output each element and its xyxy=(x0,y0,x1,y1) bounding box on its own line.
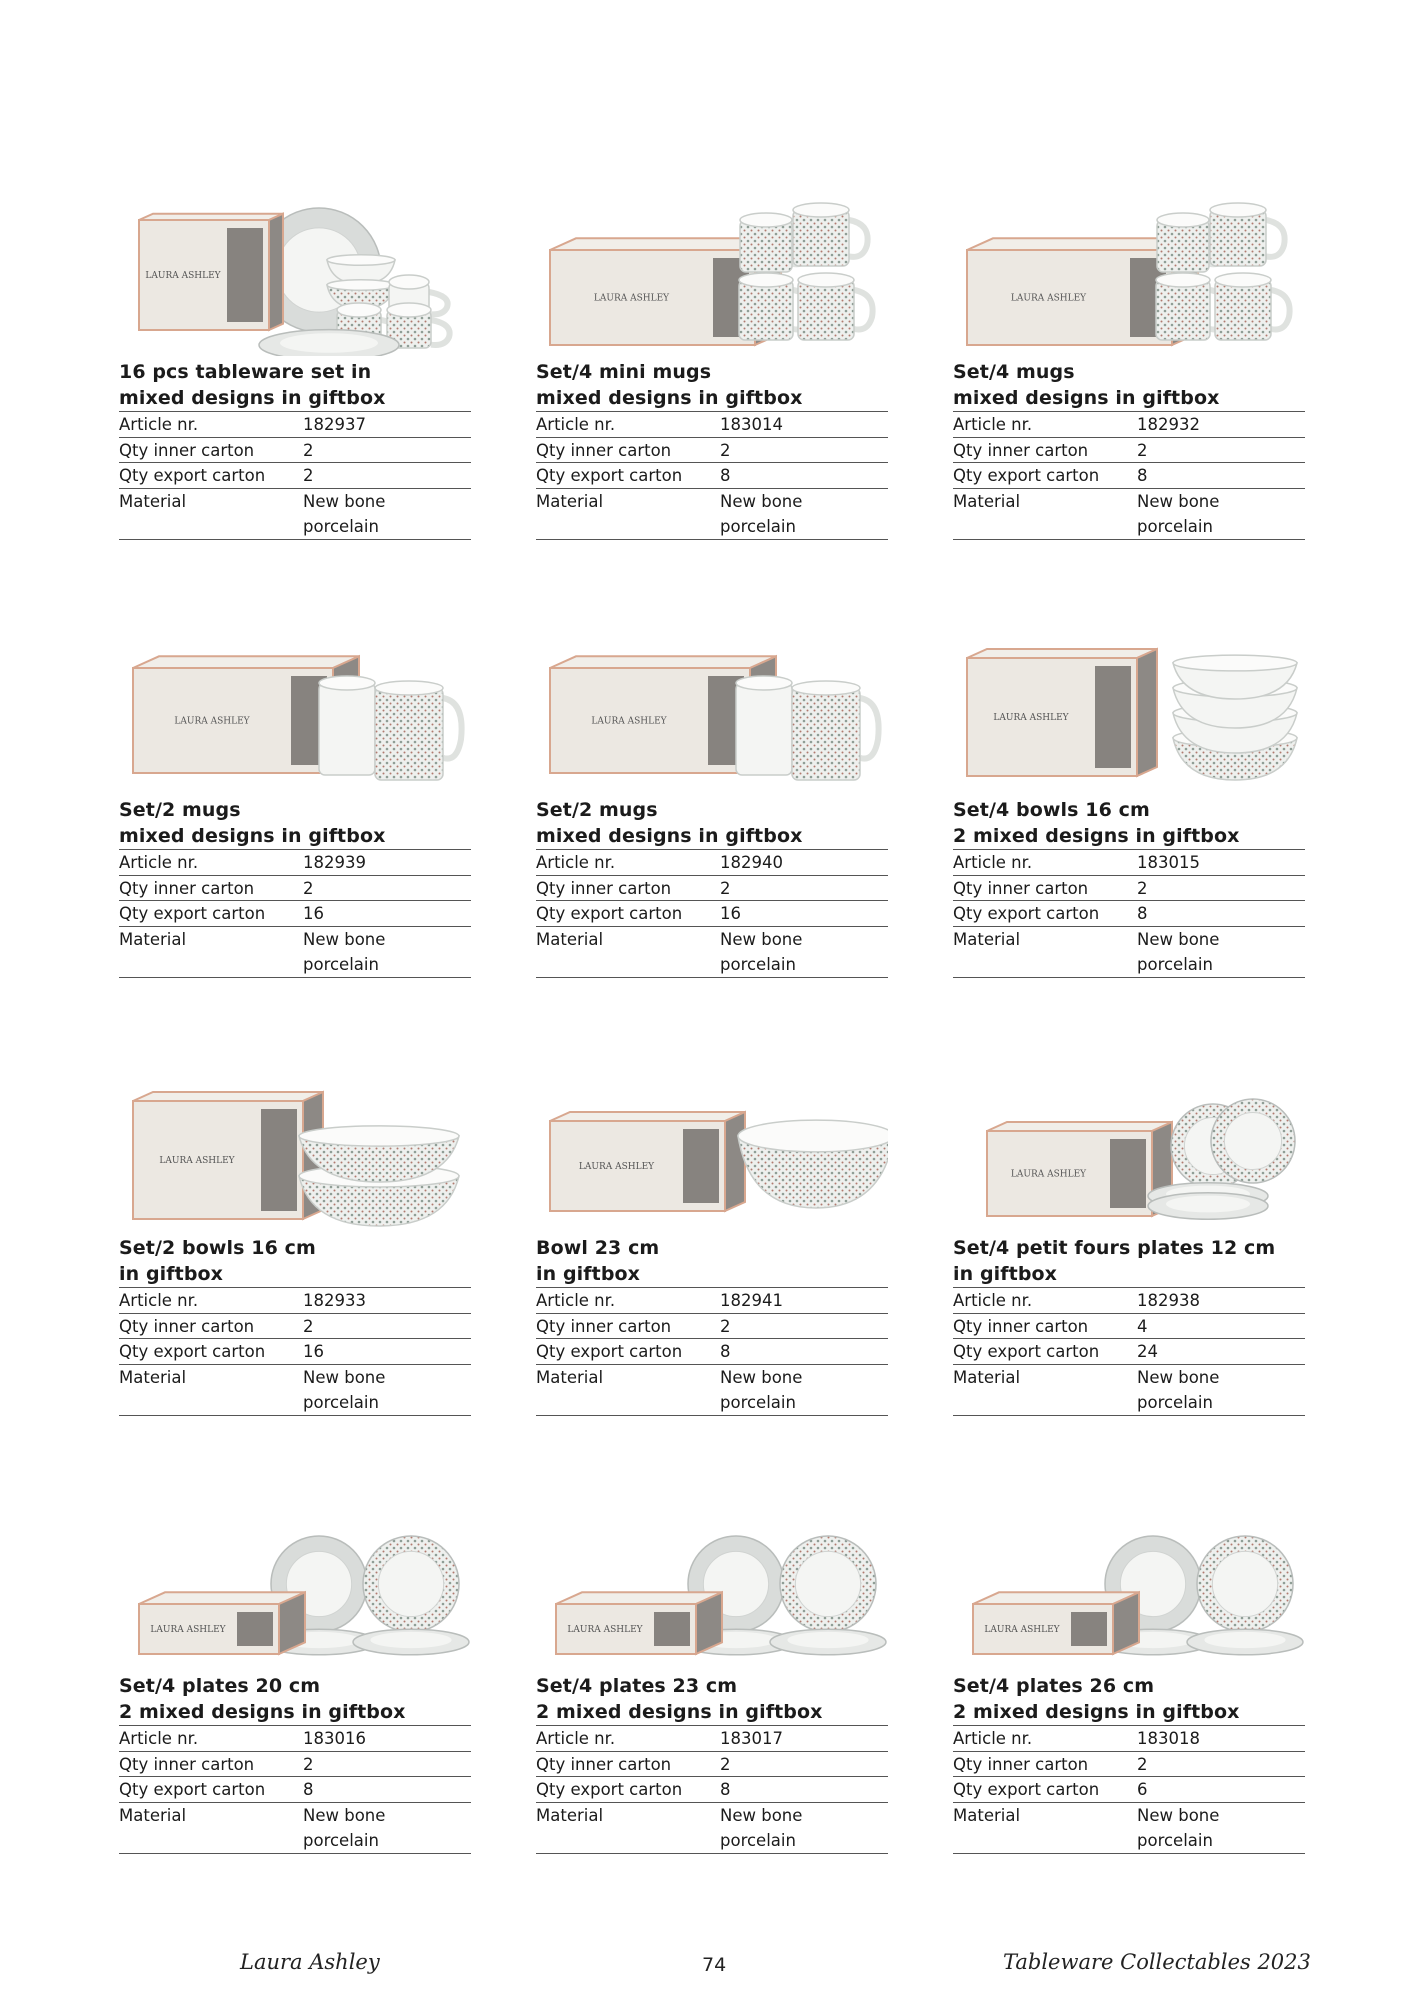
product-title xyxy=(953,1674,1305,1726)
material-line1: New bone xyxy=(1137,1367,1220,1387)
material-line2: porcelain xyxy=(720,1831,796,1851)
material-line1: New bone xyxy=(303,929,386,949)
material-line1: New bone xyxy=(720,1367,803,1387)
spec-row-material xyxy=(536,1365,888,1417)
spec-label: Qty export carton xyxy=(119,904,266,924)
spec-value-qty-inner: 2 xyxy=(303,1754,314,1774)
giftbox-side xyxy=(269,214,283,330)
product-title-line2: in giftbox xyxy=(536,1262,888,1289)
spec-label: Qty export carton xyxy=(953,904,1100,924)
spec-value-qty-export: 16 xyxy=(720,904,741,924)
spec-row-qty-inner xyxy=(953,1752,1305,1778)
spec-row-material xyxy=(953,927,1305,979)
product-spec-table xyxy=(953,850,1305,978)
material-line1: New bone xyxy=(720,491,803,511)
spec-value-qty-inner: 2 xyxy=(303,878,314,898)
spec-value-article: 182941 xyxy=(720,1291,783,1310)
spec-row-qty-export xyxy=(953,1339,1305,1365)
spec-row-article xyxy=(119,1288,471,1314)
spec-value-qty-export: 8 xyxy=(720,1342,731,1362)
product-image xyxy=(953,1066,1305,1232)
spec-value-material xyxy=(303,1803,471,1854)
giftbox-brand-text: LAURA ASHLEY xyxy=(578,1162,655,1172)
giftbox-top xyxy=(133,656,359,668)
product-title-line2: mixed designs in giftbox xyxy=(119,386,471,413)
spec-row-article xyxy=(953,1288,1305,1314)
product-spec-table xyxy=(953,1726,1305,1854)
spec-value-material xyxy=(1137,1803,1305,1854)
product-image xyxy=(119,1066,471,1232)
spec-row-material xyxy=(953,1803,1305,1855)
spec-row-qty-export xyxy=(953,1777,1305,1803)
product-title-line2: mixed designs in giftbox xyxy=(119,824,471,851)
spec-row-material xyxy=(119,1803,471,1855)
product-title xyxy=(119,360,471,412)
spec-row-qty-inner xyxy=(119,438,471,464)
material-line2: porcelain xyxy=(303,1393,379,1413)
material-line2: porcelain xyxy=(1137,1831,1213,1851)
product-title-line2: in giftbox xyxy=(119,1262,471,1289)
spec-row-qty-export xyxy=(953,463,1305,489)
spec-row-qty-inner xyxy=(536,438,888,464)
giftbox-brand-text: LAURA ASHLEY xyxy=(1010,293,1087,304)
spec-row-material xyxy=(536,927,888,979)
spec-label: Material xyxy=(536,491,604,511)
spec-row-material xyxy=(536,1803,888,1855)
spec-label: Article nr. xyxy=(119,415,199,434)
spec-label: Qty inner carton xyxy=(536,878,672,898)
product-image xyxy=(119,190,471,356)
product-title-line2: mixed designs in giftbox xyxy=(953,386,1305,413)
spec-row-qty-export xyxy=(953,901,1305,927)
spec-value-qty-export: 8 xyxy=(720,1780,731,1800)
spec-row-article xyxy=(536,412,888,438)
spec-label: Article nr. xyxy=(953,853,1033,872)
product-title-line1: Set/2 bowls 16 cm xyxy=(119,1237,316,1259)
spec-label: Article nr. xyxy=(536,1291,616,1310)
product-title xyxy=(953,1236,1305,1288)
spec-value-qty-export: 2 xyxy=(303,466,314,486)
product-title-line1: Set/4 petit fours plates 12 cm xyxy=(953,1237,1276,1259)
product-title-line2: 2 mixed designs in giftbox xyxy=(953,1700,1305,1727)
spec-label: Material xyxy=(953,1805,1021,1825)
giftbox-top xyxy=(550,1112,745,1121)
spec-label: Qty inner carton xyxy=(953,1316,1089,1336)
material-line2: porcelain xyxy=(1137,1393,1213,1413)
giftbox-top xyxy=(133,1092,323,1101)
spec-row-qty-inner xyxy=(536,1752,888,1778)
spec-value-qty-inner: 2 xyxy=(1137,440,1148,460)
giftbox-brand-text: LAURA ASHLEY xyxy=(159,1156,235,1166)
giftbox-top xyxy=(556,1592,722,1604)
spec-value-article: 182938 xyxy=(1137,1291,1200,1310)
spec-value-qty-inner: 2 xyxy=(303,440,314,460)
spec-label: Qty inner carton xyxy=(536,1754,672,1774)
product-title-line2: 2 mixed designs in giftbox xyxy=(953,824,1305,851)
product-title xyxy=(536,1674,888,1726)
spec-label: Qty export carton xyxy=(953,466,1100,486)
material-line2: porcelain xyxy=(303,517,379,537)
spec-row-article xyxy=(953,1726,1305,1752)
spec-label: Material xyxy=(536,1367,604,1387)
product-title-line1: Bowl 23 cm xyxy=(536,1237,660,1259)
product-title-line2: 2 mixed designs in giftbox xyxy=(119,1700,471,1727)
spec-label: Article nr. xyxy=(119,853,199,872)
spec-value-qty-export: 8 xyxy=(303,1780,314,1800)
spec-row-qty-export xyxy=(536,463,888,489)
material-line2: porcelain xyxy=(720,955,796,975)
giftbox-brand-text: LAURA ASHLEY xyxy=(1010,1169,1087,1180)
product-title xyxy=(953,798,1305,850)
product-image xyxy=(536,628,888,794)
product-title xyxy=(536,360,888,412)
spec-value-qty-inner: 2 xyxy=(303,1316,314,1336)
product-title xyxy=(119,1236,471,1288)
spec-label: Material xyxy=(536,929,604,949)
spec-label: Qty inner carton xyxy=(119,1754,255,1774)
spec-row-material xyxy=(119,927,471,979)
material-line1: New bone xyxy=(303,491,386,511)
spec-value-qty-inner: 2 xyxy=(720,1316,731,1336)
giftbox-side xyxy=(1137,649,1157,776)
giftbox-brand-text: LAURA ASHLEY xyxy=(591,716,667,727)
spec-value-material xyxy=(303,927,471,978)
spec-label: Qty export carton xyxy=(536,904,683,924)
giftbox-side xyxy=(725,1112,745,1211)
spec-value-article: 183016 xyxy=(303,1729,366,1748)
spec-row-article xyxy=(119,412,471,438)
spec-value-qty-export: 8 xyxy=(1137,466,1148,486)
spec-row-material xyxy=(119,1365,471,1417)
product-title-line1: 16 pcs tableware set in xyxy=(119,361,372,383)
material-line1: New bone xyxy=(303,1805,386,1825)
spec-row-article xyxy=(119,850,471,876)
spec-row-article xyxy=(953,412,1305,438)
spec-label: Article nr. xyxy=(536,1729,616,1748)
spec-label: Qty export carton xyxy=(536,1780,683,1800)
product-title-line2: in giftbox xyxy=(953,1262,1305,1289)
product-title-line1: Set/4 plates 26 cm xyxy=(953,1675,1155,1697)
product-title xyxy=(953,360,1305,412)
spec-value-qty-export: 24 xyxy=(1137,1342,1158,1362)
giftbox-side xyxy=(1113,1592,1139,1654)
spec-row-material xyxy=(953,1365,1305,1417)
spec-label: Qty export carton xyxy=(536,466,683,486)
product-image xyxy=(536,1066,888,1232)
spec-label: Material xyxy=(953,491,1021,511)
product-title-line1: Set/4 plates 23 cm xyxy=(536,1675,738,1697)
spec-row-article xyxy=(536,850,888,876)
product-spec-table xyxy=(953,412,1305,540)
material-line1: New bone xyxy=(1137,929,1220,949)
spec-label: Qty export carton xyxy=(953,1780,1100,1800)
material-line2: porcelain xyxy=(720,517,796,537)
giftbox-brand-text: LAURA ASHLEY xyxy=(567,1625,643,1635)
product-image xyxy=(953,190,1305,356)
spec-label: Material xyxy=(536,1805,604,1825)
product-title xyxy=(119,1674,471,1726)
spec-label: Article nr. xyxy=(953,1729,1033,1748)
spec-row-qty-export xyxy=(119,1339,471,1365)
spec-label: Qty inner carton xyxy=(536,440,672,460)
product-title-line1: Set/4 plates 20 cm xyxy=(119,1675,321,1697)
spec-row-qty-inner xyxy=(953,876,1305,902)
spec-row-qty-inner xyxy=(536,1314,888,1340)
spec-value-article: 182937 xyxy=(303,415,366,434)
giftbox-brand-text: LAURA ASHLEY xyxy=(593,293,670,304)
spec-row-material xyxy=(953,489,1305,541)
product-title-line1: Set/2 mugs xyxy=(119,799,241,821)
spec-row-qty-export xyxy=(119,463,471,489)
spec-value-article: 183015 xyxy=(1137,853,1200,872)
material-line2: porcelain xyxy=(1137,517,1213,537)
spec-row-article xyxy=(536,1288,888,1314)
footer-catalog-title: Tableware Collectables 2023 xyxy=(1003,1950,1311,1974)
spec-value-material xyxy=(1137,489,1305,540)
product-image xyxy=(536,190,888,356)
product-image xyxy=(119,1504,471,1670)
product-spec-table xyxy=(536,850,888,978)
giftbox-brand-text: LAURA ASHLEY xyxy=(145,271,221,281)
page-number: 74 xyxy=(702,1954,727,1976)
spec-label: Qty inner carton xyxy=(953,878,1089,898)
product-spec-table xyxy=(536,1726,888,1854)
spec-value-qty-inner: 2 xyxy=(720,1754,731,1774)
spec-row-qty-inner xyxy=(536,876,888,902)
spec-value-qty-inner: 2 xyxy=(720,440,731,460)
footer-brand: Laura Ashley xyxy=(240,1950,380,1974)
giftbox-brand-text: LAURA ASHLEY xyxy=(174,716,250,727)
spec-label: Qty export carton xyxy=(119,1780,266,1800)
spec-label: Qty inner carton xyxy=(119,878,255,898)
spec-label: Material xyxy=(119,1367,187,1387)
product-spec-table xyxy=(536,412,888,540)
spec-row-qty-inner xyxy=(119,1752,471,1778)
spec-row-article xyxy=(953,850,1305,876)
product-title xyxy=(119,798,471,850)
material-line1: New bone xyxy=(720,929,803,949)
product-image xyxy=(119,628,471,794)
spec-label: Qty inner carton xyxy=(536,1316,672,1336)
spec-label: Article nr. xyxy=(119,1291,199,1310)
product-spec-table xyxy=(119,1726,471,1854)
spec-label: Qty inner carton xyxy=(119,440,255,460)
spec-value-article: 182933 xyxy=(303,1291,366,1310)
spec-value-qty-inner: 2 xyxy=(1137,878,1148,898)
spec-label: Material xyxy=(953,929,1021,949)
product-image xyxy=(536,1504,888,1670)
giftbox-brand-text: LAURA ASHLEY xyxy=(993,713,1069,723)
spec-row-material xyxy=(119,489,471,541)
spec-label: Qty inner carton xyxy=(953,1754,1089,1774)
giftbox-side xyxy=(696,1592,722,1654)
spec-value-material xyxy=(1137,1365,1305,1416)
spec-row-qty-inner xyxy=(119,1314,471,1340)
spec-row-article xyxy=(119,1726,471,1752)
giftbox-top xyxy=(550,656,776,668)
material-line2: porcelain xyxy=(303,955,379,975)
spec-label: Qty export carton xyxy=(119,1342,266,1362)
spec-value-material xyxy=(303,489,471,540)
giftbox-brand-text: LAURA ASHLEY xyxy=(984,1625,1060,1635)
material-line2: porcelain xyxy=(303,1831,379,1851)
spec-value-article: 183018 xyxy=(1137,1729,1200,1748)
product-title-line2: mixed designs in giftbox xyxy=(536,824,888,851)
spec-row-material xyxy=(536,489,888,541)
giftbox-top xyxy=(987,1122,1172,1131)
product-spec-table xyxy=(536,1288,888,1416)
spec-value-article: 182940 xyxy=(720,853,783,872)
product-spec-table xyxy=(119,412,471,540)
product-title-line1: Set/4 bowls 16 cm xyxy=(953,799,1150,821)
spec-value-material xyxy=(720,1365,888,1416)
product-spec-table xyxy=(119,850,471,978)
spec-value-qty-inner: 2 xyxy=(720,878,731,898)
spec-row-qty-inner xyxy=(953,438,1305,464)
spec-label: Qty inner carton xyxy=(953,440,1089,460)
spec-row-qty-export xyxy=(536,901,888,927)
spec-label: Article nr. xyxy=(119,1729,199,1748)
spec-value-material xyxy=(1137,927,1305,978)
spec-label: Qty export carton xyxy=(953,1342,1100,1362)
spec-row-qty-export xyxy=(536,1777,888,1803)
spec-label: Material xyxy=(953,1367,1021,1387)
spec-value-article: 183014 xyxy=(720,415,783,434)
spec-value-qty-inner: 4 xyxy=(1137,1316,1148,1336)
spec-value-qty-export: 8 xyxy=(720,466,731,486)
spec-row-qty-export xyxy=(536,1339,888,1365)
product-title xyxy=(536,1236,888,1288)
spec-value-article: 183017 xyxy=(720,1729,783,1748)
spec-value-qty-inner: 2 xyxy=(1137,1754,1148,1774)
spec-label: Article nr. xyxy=(953,1291,1033,1310)
giftbox-top xyxy=(139,1592,305,1604)
product-title-line2: 2 mixed designs in giftbox xyxy=(536,1700,888,1727)
spec-row-qty-inner xyxy=(119,876,471,902)
material-line2: porcelain xyxy=(720,1393,796,1413)
product-spec-table xyxy=(953,1288,1305,1416)
material-line1: New bone xyxy=(303,1367,386,1387)
spec-label: Article nr. xyxy=(953,415,1033,434)
spec-value-qty-export: 16 xyxy=(303,904,324,924)
product-title-line1: Set/2 mugs xyxy=(536,799,658,821)
spec-value-material xyxy=(720,927,888,978)
product-title-line2: mixed designs in giftbox xyxy=(536,386,888,413)
spec-label: Material xyxy=(119,491,187,511)
spec-row-qty-inner xyxy=(953,1314,1305,1340)
spec-label: Qty export carton xyxy=(119,466,266,486)
product-title xyxy=(536,798,888,850)
material-line1: New bone xyxy=(720,1805,803,1825)
material-line1: New bone xyxy=(1137,1805,1220,1825)
spec-label: Article nr. xyxy=(536,415,616,434)
spec-value-material xyxy=(720,489,888,540)
spec-label: Qty export carton xyxy=(536,1342,683,1362)
spec-row-article xyxy=(536,1726,888,1752)
spec-value-qty-export: 16 xyxy=(303,1342,324,1362)
product-image xyxy=(953,628,1305,794)
spec-value-material xyxy=(303,1365,471,1416)
spec-value-qty-export: 6 xyxy=(1137,1780,1148,1800)
spec-label: Material xyxy=(119,1805,187,1825)
product-image xyxy=(953,1504,1305,1670)
product-title-line1: Set/4 mugs xyxy=(953,361,1075,383)
spec-value-qty-export: 8 xyxy=(1137,904,1148,924)
spec-value-material xyxy=(720,1803,888,1854)
spec-value-article: 182939 xyxy=(303,853,366,872)
giftbox-top xyxy=(973,1592,1139,1604)
product-spec-table xyxy=(119,1288,471,1416)
material-line2: porcelain xyxy=(1137,955,1213,975)
spec-label: Material xyxy=(119,929,187,949)
spec-label: Article nr. xyxy=(536,853,616,872)
material-line1: New bone xyxy=(1137,491,1220,511)
giftbox-top xyxy=(967,649,1157,658)
giftbox-brand-text: LAURA ASHLEY xyxy=(150,1625,226,1635)
spec-row-qty-export xyxy=(119,1777,471,1803)
spec-row-qty-export xyxy=(119,901,471,927)
spec-label: Qty inner carton xyxy=(119,1316,255,1336)
product-title-line1: Set/4 mini mugs xyxy=(536,361,712,383)
giftbox-side xyxy=(279,1592,305,1654)
spec-value-article: 182932 xyxy=(1137,415,1200,434)
